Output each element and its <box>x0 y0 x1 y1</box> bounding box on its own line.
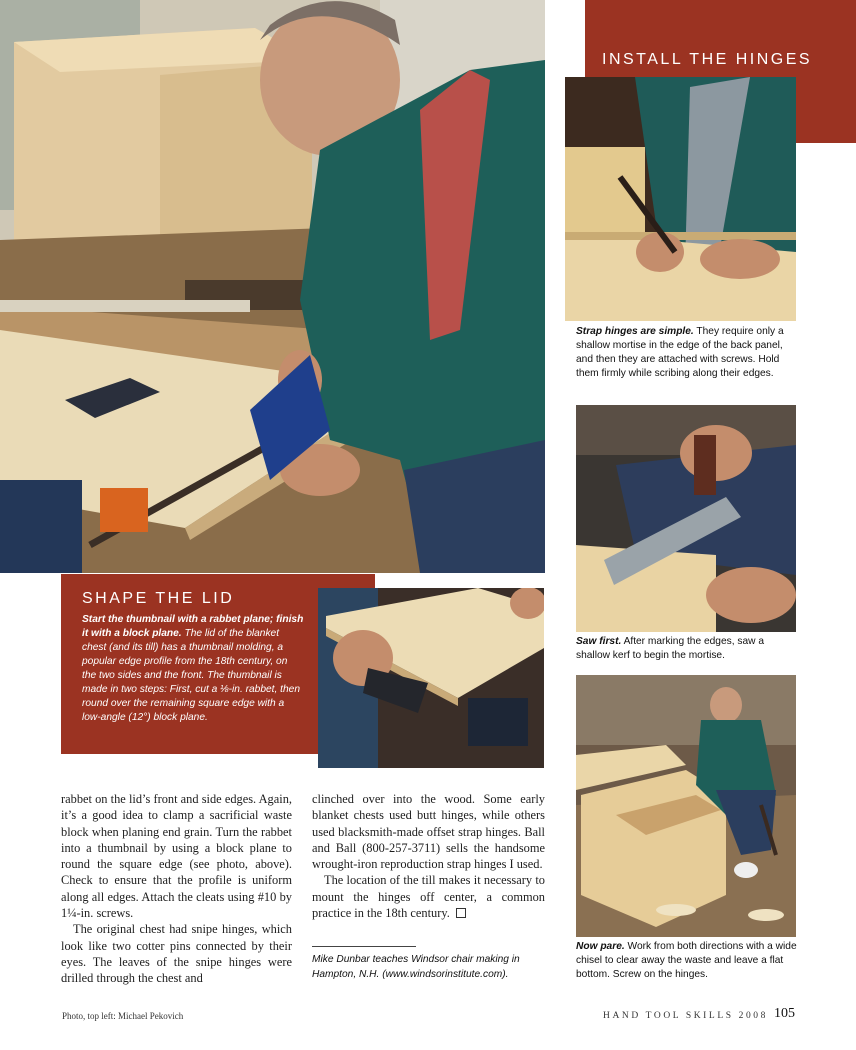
caption-saw-first <box>576 635 798 663</box>
page-number: 105 <box>774 1006 795 1021</box>
caption-saw-first-text: After marking the edges, saw a shallow kerf to begin the mortise. <box>576 636 764 661</box>
install-hinges-title: INSTALL THE HINGES <box>602 51 813 68</box>
shape-lid-title: SHAPE THE LID <box>82 590 235 607</box>
caption-saw-first-lead: Saw first. <box>576 636 622 647</box>
caption-strap-hinges-lead: Strap hinges are simple. <box>576 326 694 337</box>
body-col2-paragraph-2-text: The location of the till makes it necessary to mount the hinges off center, a common practice in the 18th century. <box>312 873 545 921</box>
caption-shape-lid <box>82 613 304 725</box>
bio-divider <box>312 946 416 947</box>
photo-block-plane-thumbnail <box>318 588 544 768</box>
photo-saw-kerf <box>576 405 796 632</box>
caption-shape-lid-lead: Start the thumbnail with a rabbet plane; finish it with a block plane. <box>82 614 304 639</box>
caption-strap-hinges-text: They require only a shallow mortise in the edge of the back panel, and then they are attached with screws. Hold them firmly while scribing along their edges. <box>576 326 784 379</box>
photo-pare-mortise <box>576 675 796 937</box>
body-col1-paragraph-1: rabbet on the lid’s front and side edges. Again, it’s a good idea to clamp a sacrificial waste block when planing end grain. Turn the rabbet into a thumbnail by using a block plane to round the square edge (see photo, above). Check to ensure that the profile is uniform along all edges. Attach the cleats using #10 by 1¼-in. screws. <box>61 792 292 921</box>
body-col1-paragraph-2: The original chest had snipe hinges, which look like two cotter pins connected by their eyes. The leaves of the snipe hinges were drilled through the chest and <box>61 922 292 986</box>
author-bio: Mike Dunbar teaches Windsor chair making in Hampton, N.H. (www.windsorinstitute.com). <box>312 954 520 980</box>
photo-strap-hinge-scribe <box>565 77 796 321</box>
body-column-1 <box>61 791 292 987</box>
magazine-name: HAND TOOL SKILLS 2008 <box>603 1011 768 1021</box>
body-col2-paragraph-1: clinched over into the wood. Some early blanket chests used butt hinges, while others used blacksmith-made offset strap hinges. Ball and Ball (800-257-3711) sells the handsome wrought-iron reproduction strap hinges I used. <box>312 792 545 872</box>
caption-shape-lid-text: The lid of the blanket chest (and its till) has a thumbnail molding, a popular edge profile from the 18th century, on the two sides and the front. The thumbnail is made in two steps: First, cut a ⅛-in. rabbet, then round over the remaining square edge with a low-angle (12°) block plane. <box>82 628 301 723</box>
caption-strap-hinges <box>576 325 798 381</box>
main-photo-planing-lid <box>0 0 545 573</box>
body-column-2 <box>312 791 545 921</box>
caption-now-pare-lead: Now pare. <box>576 941 625 952</box>
photo-credit: Photo, top left: Michael Pekovich <box>62 1011 184 1021</box>
caption-now-pare-text: Work from both directions with a wide chisel to clear away the waste and leave a flat bottom. Screw on the hinges. <box>576 941 797 980</box>
end-of-article-mark <box>456 908 466 918</box>
caption-now-pare <box>576 940 798 982</box>
body-col2-paragraph-2 <box>312 872 545 921</box>
